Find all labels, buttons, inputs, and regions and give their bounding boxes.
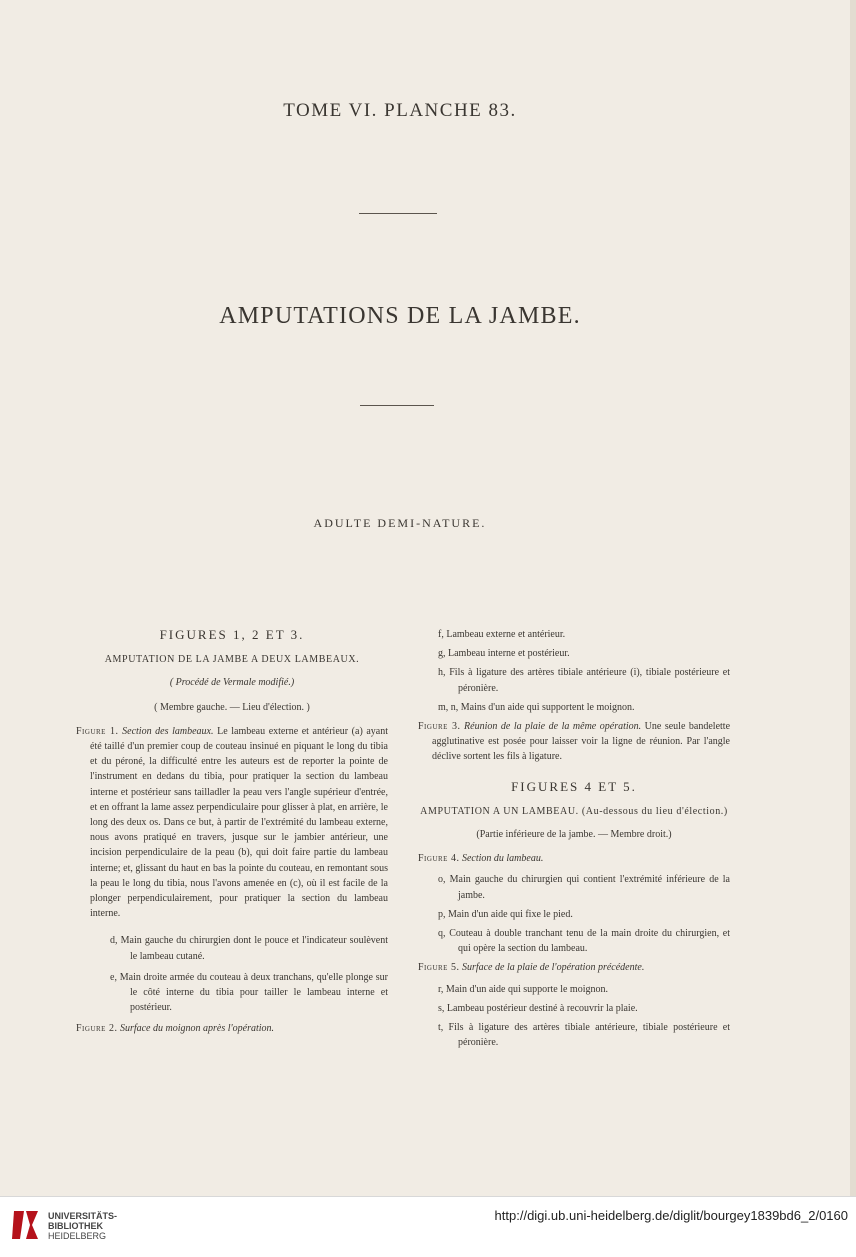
legend-item-q: q, Couteau à double tranchant tenu de la main droite du chirurgien, et qui opère la section du lambeau. xyxy=(438,928,730,955)
member-2-note: (Partie inférieure de la jambe. — Membre droit.) xyxy=(476,829,672,841)
figure-1-label: Figure 1. xyxy=(76,725,119,737)
library-name xyxy=(48,1211,117,1241)
figure-3-entry xyxy=(418,719,730,765)
figure-2-title: Surface du moignon après l'opération. xyxy=(119,1023,275,1035)
left-column xyxy=(76,627,388,1043)
source-url-link[interactable]: http://digi.ub.uni-heidelberg.de/diglit/bourgey1839bd6_2/0160 xyxy=(494,1208,848,1223)
main-title: AMPUTATIONS DE LA JAMBE. xyxy=(219,303,581,329)
procedure-heading: AMPUTATION DE LA JAMBE A DEUX LAMBEAUX. xyxy=(104,654,360,666)
figure-2-entry xyxy=(76,1021,388,1036)
method-note: ( Procédé de Vermale modifié.) xyxy=(169,677,295,689)
figure-4-entry xyxy=(418,851,730,866)
legend-item-f: f, Lambeau externe et antérieur. xyxy=(438,629,566,640)
figure-1-entry xyxy=(76,724,388,922)
legend-item-e: e, Main droite armée du couteau à deux tranchans, qu'elle plonge sur le côté interne du tibia pour tailler le lambeau interne et postérieur. xyxy=(110,971,388,1014)
legend-item-s: s, Lambeau postérieur destiné à recouvrir la plaie. xyxy=(438,1002,638,1014)
figure-1-text: Le lambeau externe et antérieur (a) ayant été taillé d'un premier coup de couteau insinué en piquant le long du tibia et du péroné, la difficulté entre les auteurs est de reporter la pointe de l'instrument en dedans du tibia, pour pratiquer la section du lambeau interne et postérieur sans tailladler la peau vers l'angle supérieur d'entrée, et en offrant la lame assez perpendiculaire pour glisser à plat, en arrière, le long des deux os. Dans ce but, à partir de l'extrémité du lambeau externe, nous avons pratiqué en travers, jusque sur le jambier antérieur, une incision perpendiculaire de la peau (b), qui doit faire partie du lambeau interne; et, glissant du haut en bas la pointe du couteau, en remontant sous la peau le long du tibia, nous l'avons amenée en (c), où il est facile de la plonger perpendiculairement, pour pratiquer la section du lambeau interne. xyxy=(90,725,389,920)
legend-item-h: h, Fils à ligature des artères tibiale antérieure (i), tibiale postérieure et péronière. xyxy=(438,667,730,694)
university-library-logo-icon xyxy=(10,1207,40,1243)
figure-2-label: Figure 2. xyxy=(76,1023,118,1035)
library-name-line-3: HEIDELBERG xyxy=(48,1231,107,1241)
subtitle: ADULTE DEMI-NATURE. xyxy=(313,516,487,530)
page-edge xyxy=(850,0,856,1196)
rule-top xyxy=(359,213,437,214)
figure-5-entry xyxy=(418,960,730,975)
legend-item-mn: m, n, Mains d'un aide qui supportent le moignon. xyxy=(438,701,635,713)
figures-1-2-3-heading: FIGURES 1, 2 ET 3. xyxy=(159,627,305,642)
tome-title: TOME VI. PLANCHE 83. xyxy=(283,100,517,121)
figure-3-title: Réunion de la plaie de la même opération. xyxy=(464,721,642,733)
procedure-2-heading: AMPUTATION A UN LAMBEAU. (Au-dessous du lieu d'élection.) xyxy=(420,805,728,817)
figure-3-text: Une seule bandelette agglutinative est posée pour laisser voir la ligne de réunion. Par l'angle déclive sortent les fils à ligature. xyxy=(432,721,731,763)
rule-bottom xyxy=(360,405,434,406)
figure-3-label: Figure 3. xyxy=(418,721,461,733)
right-column xyxy=(418,627,730,1054)
library-name-line-2: BIBLIOTHEK xyxy=(48,1221,103,1231)
member-note: ( Membre gauche. — Lieu d'élection. ) xyxy=(154,701,310,713)
figure-5-label: Figure 5. xyxy=(418,962,460,974)
figure-4-title: Section du lambeau. xyxy=(461,853,544,865)
figure-4-label: Figure 4. xyxy=(418,853,460,865)
figures-4-5-heading: FIGURES 4 ET 5. xyxy=(511,778,637,794)
library-name-line-1: UNIVERSITÄTS- xyxy=(48,1211,118,1221)
legend-item-t: t, Fils à ligature des artères tibiale antérieure, tibiale postérieure et péronière. xyxy=(438,1022,730,1049)
footer-bar xyxy=(0,1196,856,1257)
legend-item-d: d, Main gauche du chirurgien dont le pouce et l'indicateur soulèvent le lambeau cutané. xyxy=(110,935,388,962)
legend-item-r: r, Main d'un aide qui supporte le moignon. xyxy=(438,983,608,995)
legend-item-p: p, Main d'un aide qui fixe le pied. xyxy=(438,908,573,920)
legend-item-o: o, Main gauche du chirurgien qui contient l'extrémité inférieure de la jambe. xyxy=(438,874,730,901)
figure-1-title: Section des lambeaux. xyxy=(122,725,214,737)
figure-5-title: Surface de la plaie de l'opération précédente. xyxy=(461,962,645,974)
legend-item-g: g, Lambeau interne et postérieur. xyxy=(438,648,570,660)
